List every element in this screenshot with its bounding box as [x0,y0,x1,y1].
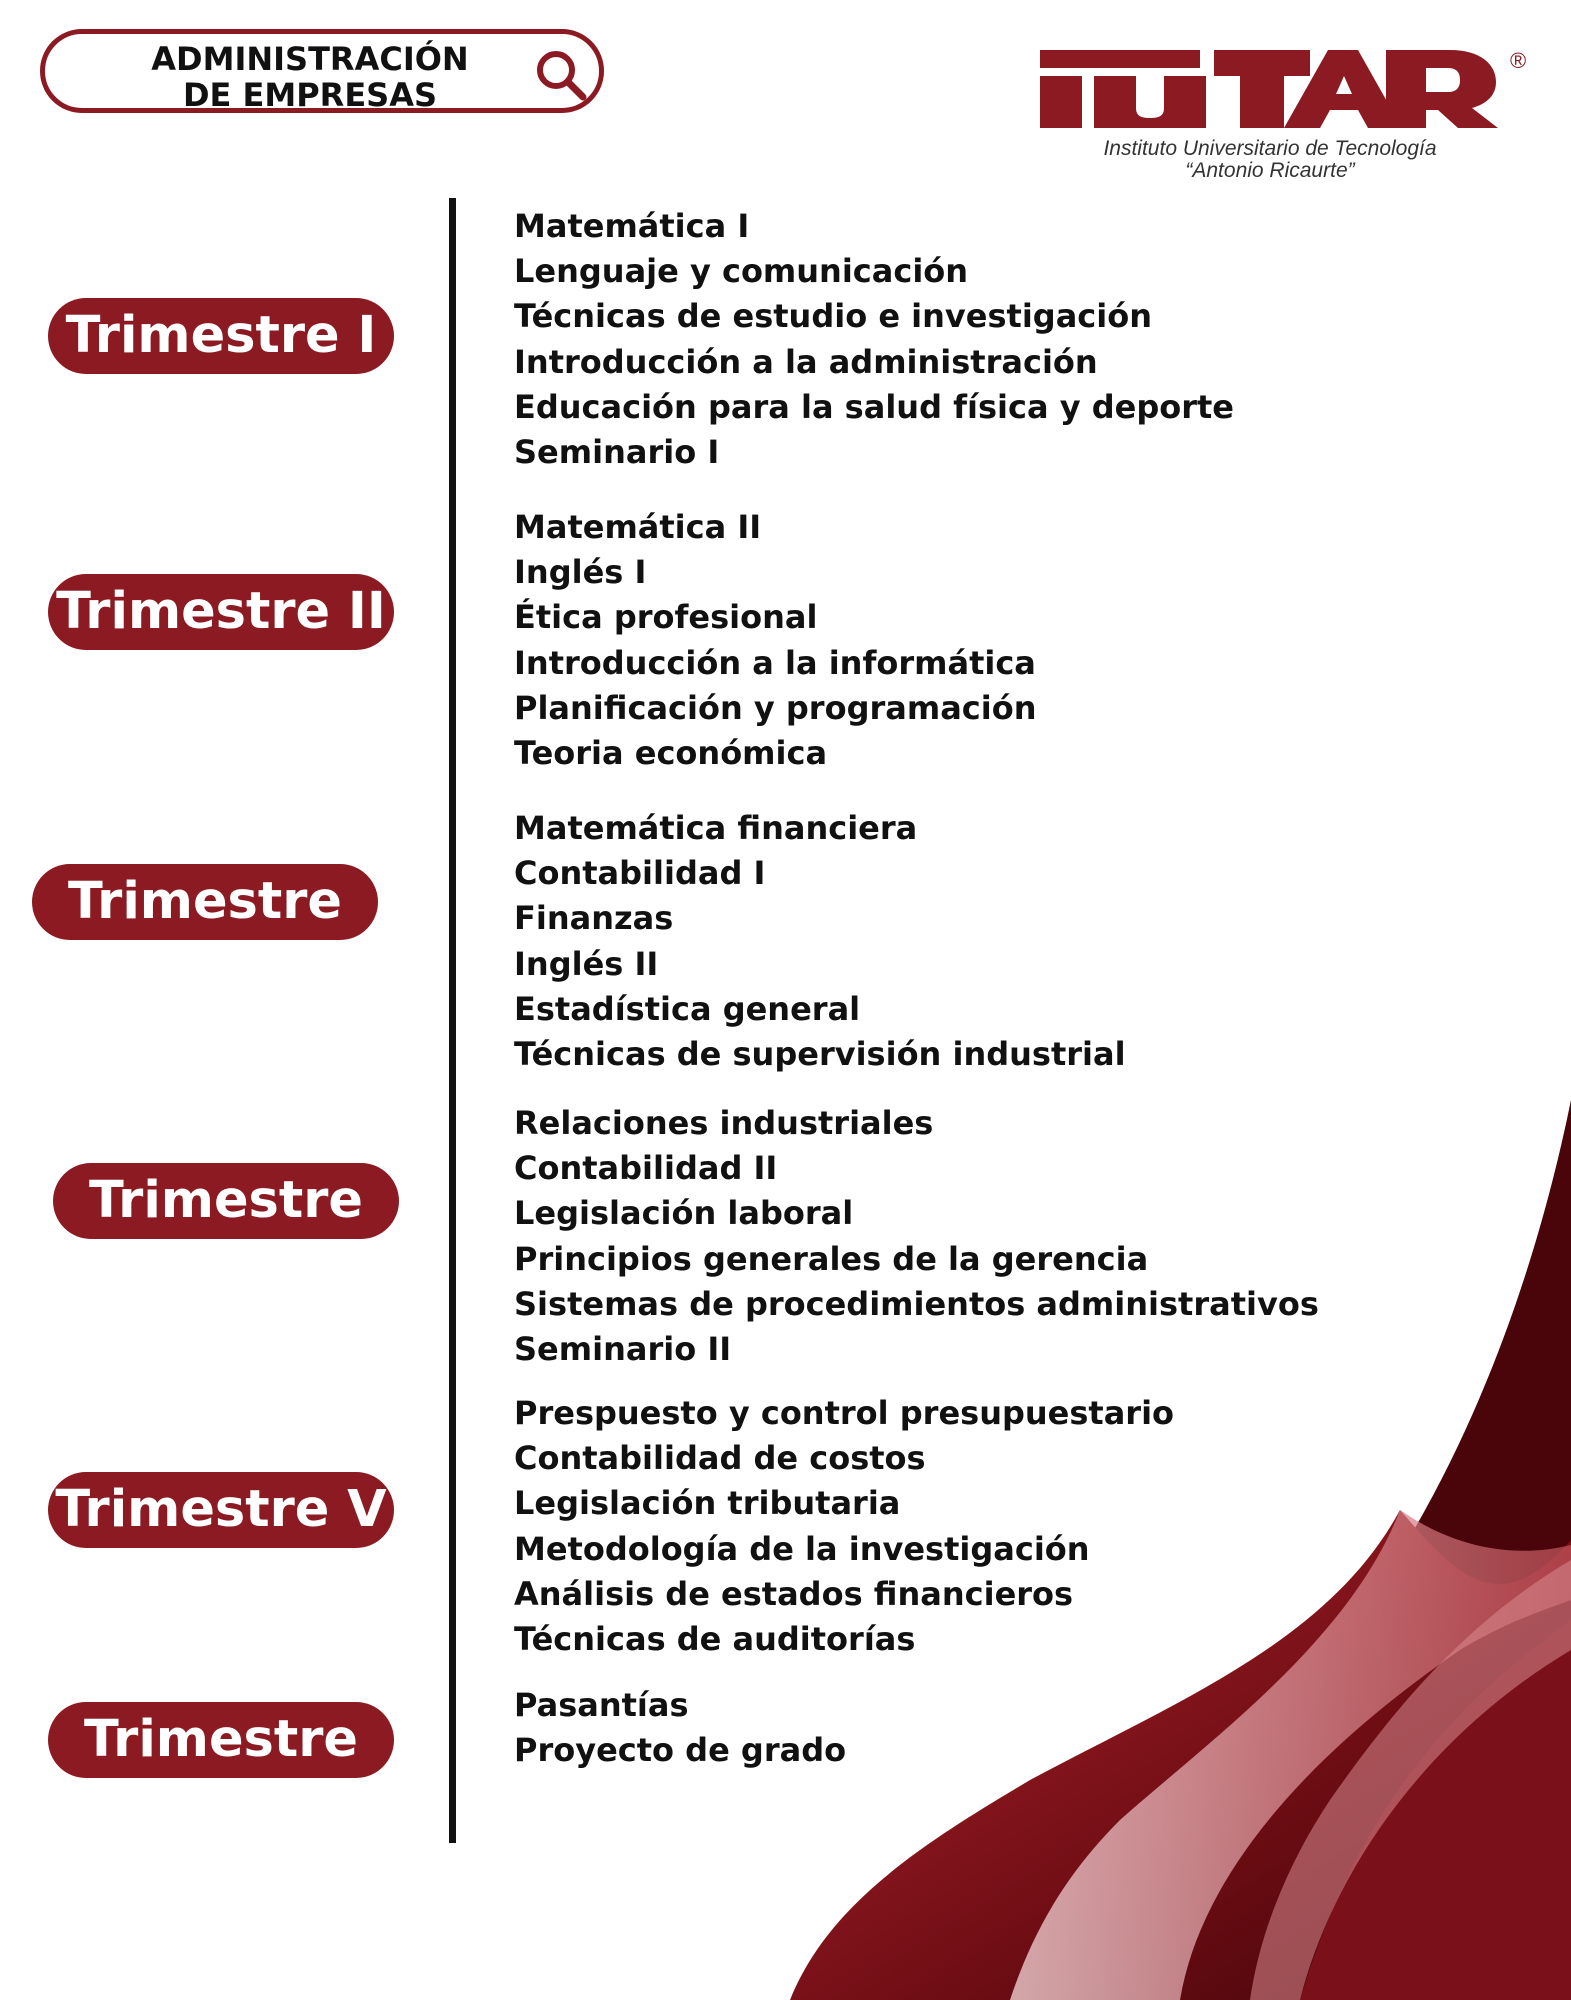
trimestre-2-label: Trimestre II [48,574,394,650]
subject-item: Matemática II [514,508,762,546]
trimestre-4-label: Trimestre IV [53,1163,399,1239]
subject-item: Prespuesto y control presupuestario [514,1394,1175,1432]
subject-item: Teoria económica [514,734,828,773]
subject-item: Contabilidad II [514,1149,778,1188]
trimestre-3-label: Trimestre III [32,864,378,940]
trimestre-6-label: Trimestre VI [48,1702,394,1778]
subject-item: Proyecto de grado [514,1731,847,1770]
subject-item: Legislación laboral [514,1194,854,1233]
trimestre-6-subjects [514,1683,846,1773]
program-search-box [40,29,604,113]
subject-item: Seminario II [514,1330,732,1369]
subject-item: Sistemas de procedimientos administrativos [514,1284,1319,1323]
subject-item: Inglés II [514,944,659,983]
subject-item: Técnicas de auditorías [514,1620,916,1659]
subject-item: Lenguaje y comunicación [514,252,969,291]
program-title [125,41,495,113]
program-title-line1: ADMINISTRACIÓN [151,40,469,78]
subject-item: Matemática I [514,207,750,245]
subject-item: Seminario I [514,433,720,472]
iutar-wordmark-logo [1040,46,1500,136]
iutar-logo [1040,46,1527,186]
subject-item: Estadística general [514,989,861,1028]
search-icon [534,48,588,102]
trimestre-1-subjects [514,204,1234,475]
subject-item: Metodología de la investigación [514,1529,1090,1568]
subject-item: Análisis de estados financieros [514,1574,1074,1613]
registered-mark: ® [1510,48,1527,73]
institute-subname: “Antonio Ricaurte” [1185,159,1355,182]
subject-item: Legislación tributaria [514,1484,901,1523]
subject-item: Contabilidad I [514,854,766,893]
subject-item: Finanzas [514,899,674,938]
subject-item: Relaciones industriales [514,1104,934,1142]
subject-item: Inglés I [514,553,647,592]
trimestre-5-label: Trimestre V [48,1472,394,1548]
subject-item: Ética profesional [514,598,818,637]
subject-item: Matemática financiera [514,809,918,847]
trimestre-2-subjects [514,505,1036,776]
subject-item: Planificación y programación [514,688,1037,727]
subject-item: Introducción a la informática [514,643,1036,682]
subject-item: Contabilidad de costos [514,1439,926,1478]
subject-item: Pasantías [514,1686,689,1724]
trimestre-3-subjects [514,806,1126,1077]
subject-item: Principios generales de la gerencia [514,1239,1149,1278]
subject-item: Educación para la salud física y deporte [514,387,1234,426]
vertical-divider [449,198,456,1843]
subject-item: Técnicas de supervisión industrial [514,1035,1126,1074]
subject-item: Introducción a la administración [514,342,1098,381]
trimestre-4-subjects [514,1101,1319,1372]
trimestre-1-label: Trimestre I [48,298,394,374]
institute-name: Instituto Universitario de Tecnología [1103,137,1437,160]
trimestre-5-subjects [514,1391,1174,1662]
subject-item: Técnicas de estudio e investigación [514,297,1152,336]
program-title-line2: DE EMPRESAS [182,76,438,114]
